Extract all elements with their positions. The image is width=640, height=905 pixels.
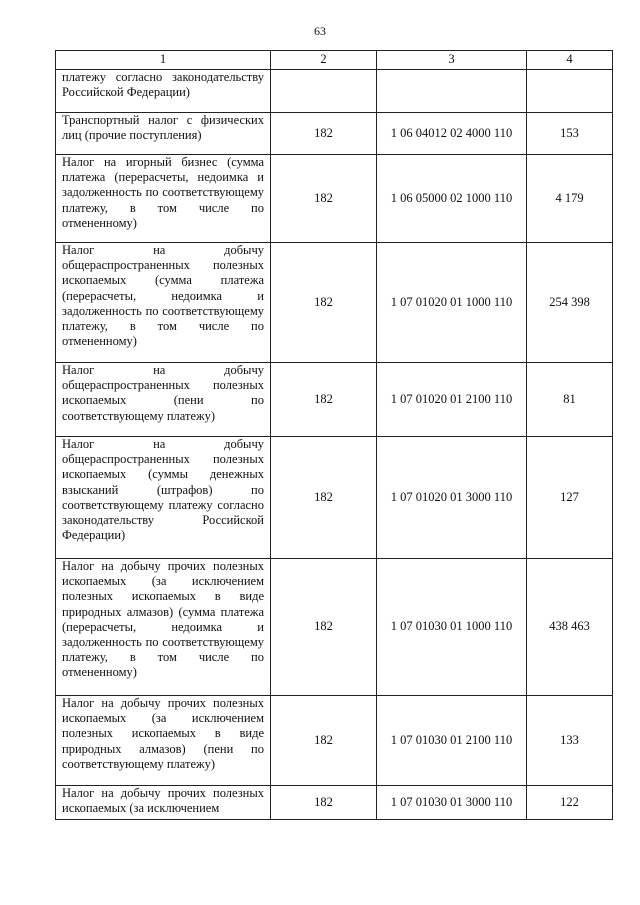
tax-name: Транспортный налог с физических лиц (прочие поступления)	[62, 113, 264, 143]
tax-name: Налог на добычу общераспространенных полезных ископаемых (пени по соответствующему платежу)	[62, 363, 264, 423]
tax-name-cell	[56, 70, 271, 113]
tax-name-cell	[56, 243, 271, 363]
admin-code-cell: 182	[271, 155, 377, 243]
admin-code-cell: 182	[271, 363, 377, 437]
tax-name-cell	[56, 559, 271, 696]
tax-name: Налог на игорный бизнес (сумма платежа (перерасчеты, недоимка и задолженность по соответствующему платежу, в том числе по отмененному)	[62, 155, 264, 230]
admin-code-cell: 182	[271, 437, 377, 559]
budget-code-cell: 1 07 01020 01 2100 110	[377, 363, 527, 437]
tax-name: Налог на добычу общераспространенных полезных ископаемых (сумма платежа (перерасчеты, недоимка и задолженность по соответствующему платежу, в том числе по отмененному)	[62, 243, 264, 349]
table-row	[56, 363, 613, 437]
budget-code-cell: 1 07 01020 01 1000 110	[377, 243, 527, 363]
budget-code-cell	[377, 70, 527, 113]
table-row	[56, 70, 613, 113]
budget-code-cell: 1 07 01020 01 3000 110	[377, 437, 527, 559]
tax-name-cell	[56, 113, 271, 155]
table-row	[56, 437, 613, 559]
table-row	[56, 786, 613, 820]
admin-code-cell: 182	[271, 113, 377, 155]
amount-cell: 153	[527, 113, 613, 155]
tax-name-cell	[56, 696, 271, 786]
page-number: 63	[314, 24, 326, 38]
budget-code-cell: 1 07 01030 01 3000 110	[377, 786, 527, 820]
tax-name: платежу согласно законодательству Российской Федерации)	[62, 70, 264, 100]
amount-cell: 254 398	[527, 243, 613, 363]
amount-cell	[527, 70, 613, 113]
admin-code-cell: 182	[271, 559, 377, 696]
budget-code-cell: 1 06 05000 02 1000 110	[377, 155, 527, 243]
tax-name: Налог на добычу общераспространенных полезных ископаемых (суммы денежных взысканий (штрафов) по соответствующему платежу согласно законодательству Российской Федерации)	[62, 437, 264, 543]
admin-code-cell: 182	[271, 786, 377, 820]
table-row	[56, 696, 613, 786]
tax-name-cell	[56, 363, 271, 437]
amount-cell: 133	[527, 696, 613, 786]
column-header: 1	[56, 51, 271, 70]
admin-code-cell: 182	[271, 696, 377, 786]
amount-cell: 122	[527, 786, 613, 820]
column-header: 4	[527, 51, 613, 70]
table-row	[56, 155, 613, 243]
amount-cell: 4 179	[527, 155, 613, 243]
table-row	[56, 559, 613, 696]
admin-code-cell	[271, 70, 377, 113]
tax-name-cell	[56, 786, 271, 820]
column-header: 2	[271, 51, 377, 70]
table-row	[56, 243, 613, 363]
table-row	[56, 113, 613, 155]
tax-name: Налог на добычу прочих полезных ископаемых (за исключением	[62, 786, 264, 816]
amount-cell: 127	[527, 437, 613, 559]
column-header: 3	[377, 51, 527, 70]
budget-code-cell: 1 07 01030 01 2100 110	[377, 696, 527, 786]
admin-code-cell: 182	[271, 243, 377, 363]
tax-name-cell	[56, 437, 271, 559]
budget-code-cell: 1 07 01030 01 1000 110	[377, 559, 527, 696]
table-header-row	[56, 51, 613, 70]
amount-cell: 81	[527, 363, 613, 437]
tax-name: Налог на добычу прочих полезных ископаемых (за исключением полезных ископаемых в виде природных алмазов) (сумма платежа (перерасчеты, недоимка и задолженность по соответствующему платежу, в том числе по отмененному)	[62, 559, 264, 680]
budget-code-cell: 1 06 04012 02 4000 110	[377, 113, 527, 155]
tax-name-cell	[56, 155, 271, 243]
amount-cell: 438 463	[527, 559, 613, 696]
tax-name: Налог на добычу прочих полезных ископаемых (за исключением полезных ископаемых в виде природных алмазов) (пени по соответствующему платежу)	[62, 696, 264, 771]
revenue-table	[55, 50, 613, 820]
